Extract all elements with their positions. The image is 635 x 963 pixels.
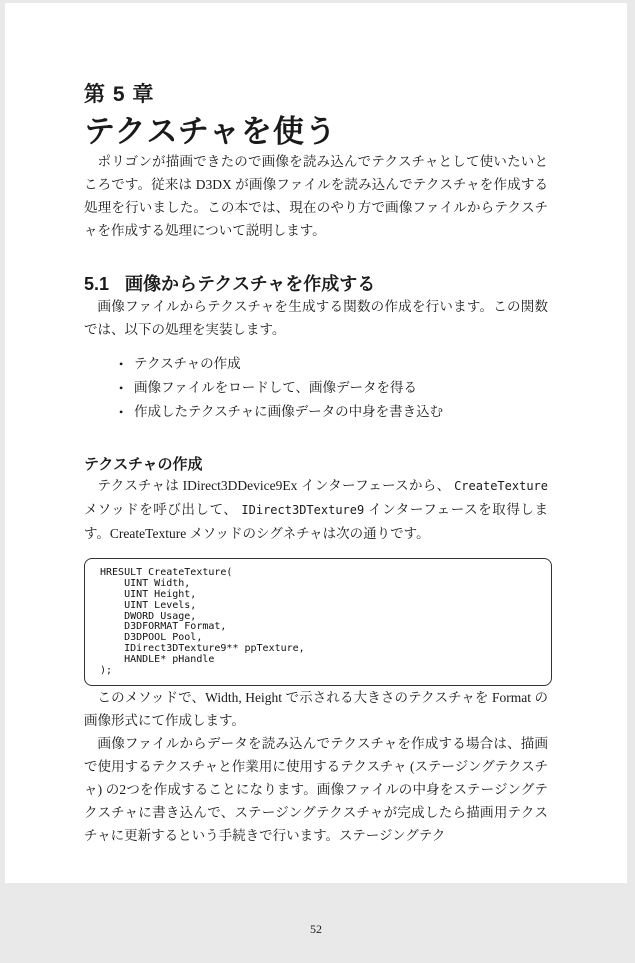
paragraph-text: インターフェースを取得します。CreateTexture メソッドのシグネチャは次の通りです。 <box>84 502 548 542</box>
list-item-text: 画像ファイルをロードして、画像データを得る <box>134 380 417 396</box>
bullet-icon: • <box>119 405 124 420</box>
code-line: UINT Levels, <box>100 599 197 611</box>
code-line: IDirect3DTexture9** ppTexture, <box>100 642 305 654</box>
document-page <box>5 3 627 936</box>
intro-paragraph: ポリゴンが描画できたので画像を読み込んでテクスチャとして使いたいところです。従来は D3DX が画像ファイルを読み込んでテクスチャを作成する処理を行いました。この本では、現在のやり方で画像ファイルからテクスチャを作成する処理について説明します。 <box>84 153 548 238</box>
code-line: UINT Width, <box>100 578 191 590</box>
code-line: HANDLE* pHandle <box>100 653 215 665</box>
bullet-icon: • <box>119 357 124 372</box>
code-line: DWORD Usage, <box>100 610 197 622</box>
page-content <box>5 83 627 963</box>
code-line: D3DFORMAT Format, <box>100 621 227 633</box>
section-number: 5.1 <box>84 273 110 294</box>
section-lead-paragraph: 画像ファイルからテクスチャを生成する関数の作成を行います。この関数では、以下の処理を実装します。 <box>84 299 548 338</box>
code-line: UINT Height, <box>100 588 197 600</box>
inline-code: CreateTexture <box>454 479 548 494</box>
list-item-text: 作成したテクスチャに画像データの中身を書き込む <box>134 404 444 420</box>
feature-list <box>84 352 548 424</box>
paragraph-text: テクスチャは IDirect3DDevice9Ex インターフェースから、 <box>97 478 455 494</box>
page-number: 52 <box>310 922 322 936</box>
chapter-number: 第 5 章 <box>84 83 155 106</box>
code-line: ); <box>100 664 113 676</box>
list-item <box>119 352 548 376</box>
chapter-title: テクスチャを使う <box>84 114 337 150</box>
list-item <box>119 376 548 400</box>
create-texture-paragraph <box>84 474 548 545</box>
section-title: 画像からテクスチャを作成する <box>125 273 376 294</box>
list-item-text: テクスチャの作成 <box>134 356 241 372</box>
bullet-icon: • <box>119 381 124 396</box>
closing-paragraph: 画像ファイルからデータを読み込んでテクスチャを作成する場合は、描画で使用するテクスチャと作業用に使用するテクスチャ (ステージングテクスチャ) の2つを作成することになります。画像ファイルの中身をステージングテクスチャに書き込んで、ステージングテクスチャが完成したら描画用テクスチャに更新するという手続きで行います。ステージングテク <box>84 736 548 844</box>
list-item <box>119 400 548 424</box>
inline-code: IDirect3DTexture9 <box>241 503 365 518</box>
code-block <box>84 558 552 686</box>
code-line: D3DPOOL Pool, <box>100 632 203 644</box>
code-line: HRESULT CreateTexture( <box>100 567 233 579</box>
paragraph-text: メソッドを呼び出して、 <box>84 502 242 518</box>
section-heading <box>84 274 548 296</box>
subsection-heading: テクスチャの作成 <box>84 456 203 474</box>
after-code-paragraph: このメソッドで、Width, Height で示される大きさのテクスチャを Format の画像形式にて作成します。 <box>84 690 548 729</box>
